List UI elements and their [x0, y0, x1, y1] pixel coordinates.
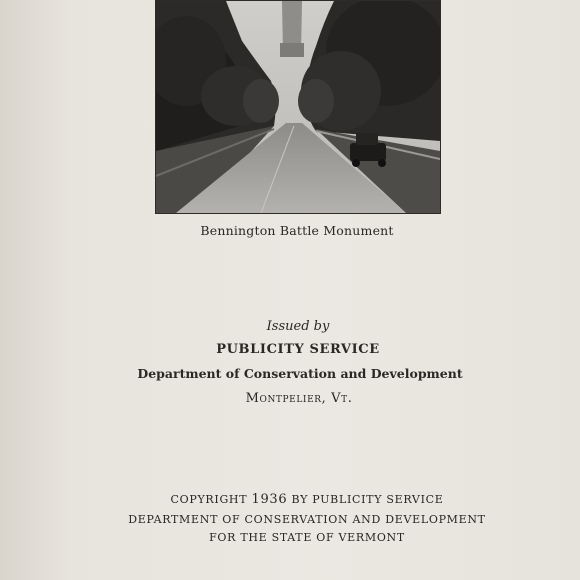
publisher-location: Montpelier, Vt. [245, 391, 353, 406]
copyright-line-2: DEPARTMENT OF CONSERVATION AND DEVELOPMENT [128, 513, 486, 526]
photo-caption: Bennington Battle Monument [200, 223, 394, 238]
copyright-line-1 [0, 492, 580, 507]
publisher-name: PUBLICITY SERVICE [216, 342, 380, 357]
department-name: Department of Conservation and Development [137, 366, 463, 381]
copyright-year: 1936 [251, 492, 288, 507]
copyright-line-3: FOR THE STATE OF VERMONT [209, 531, 405, 544]
monument-photo-image [156, 1, 440, 213]
issued-by-label: Issued by [266, 319, 330, 334]
copyright-suffix: BY PUBLICITY SERVICE [287, 493, 444, 506]
copyright-prefix: COPYRIGHT [170, 493, 252, 506]
monument-photograph [155, 0, 441, 214]
